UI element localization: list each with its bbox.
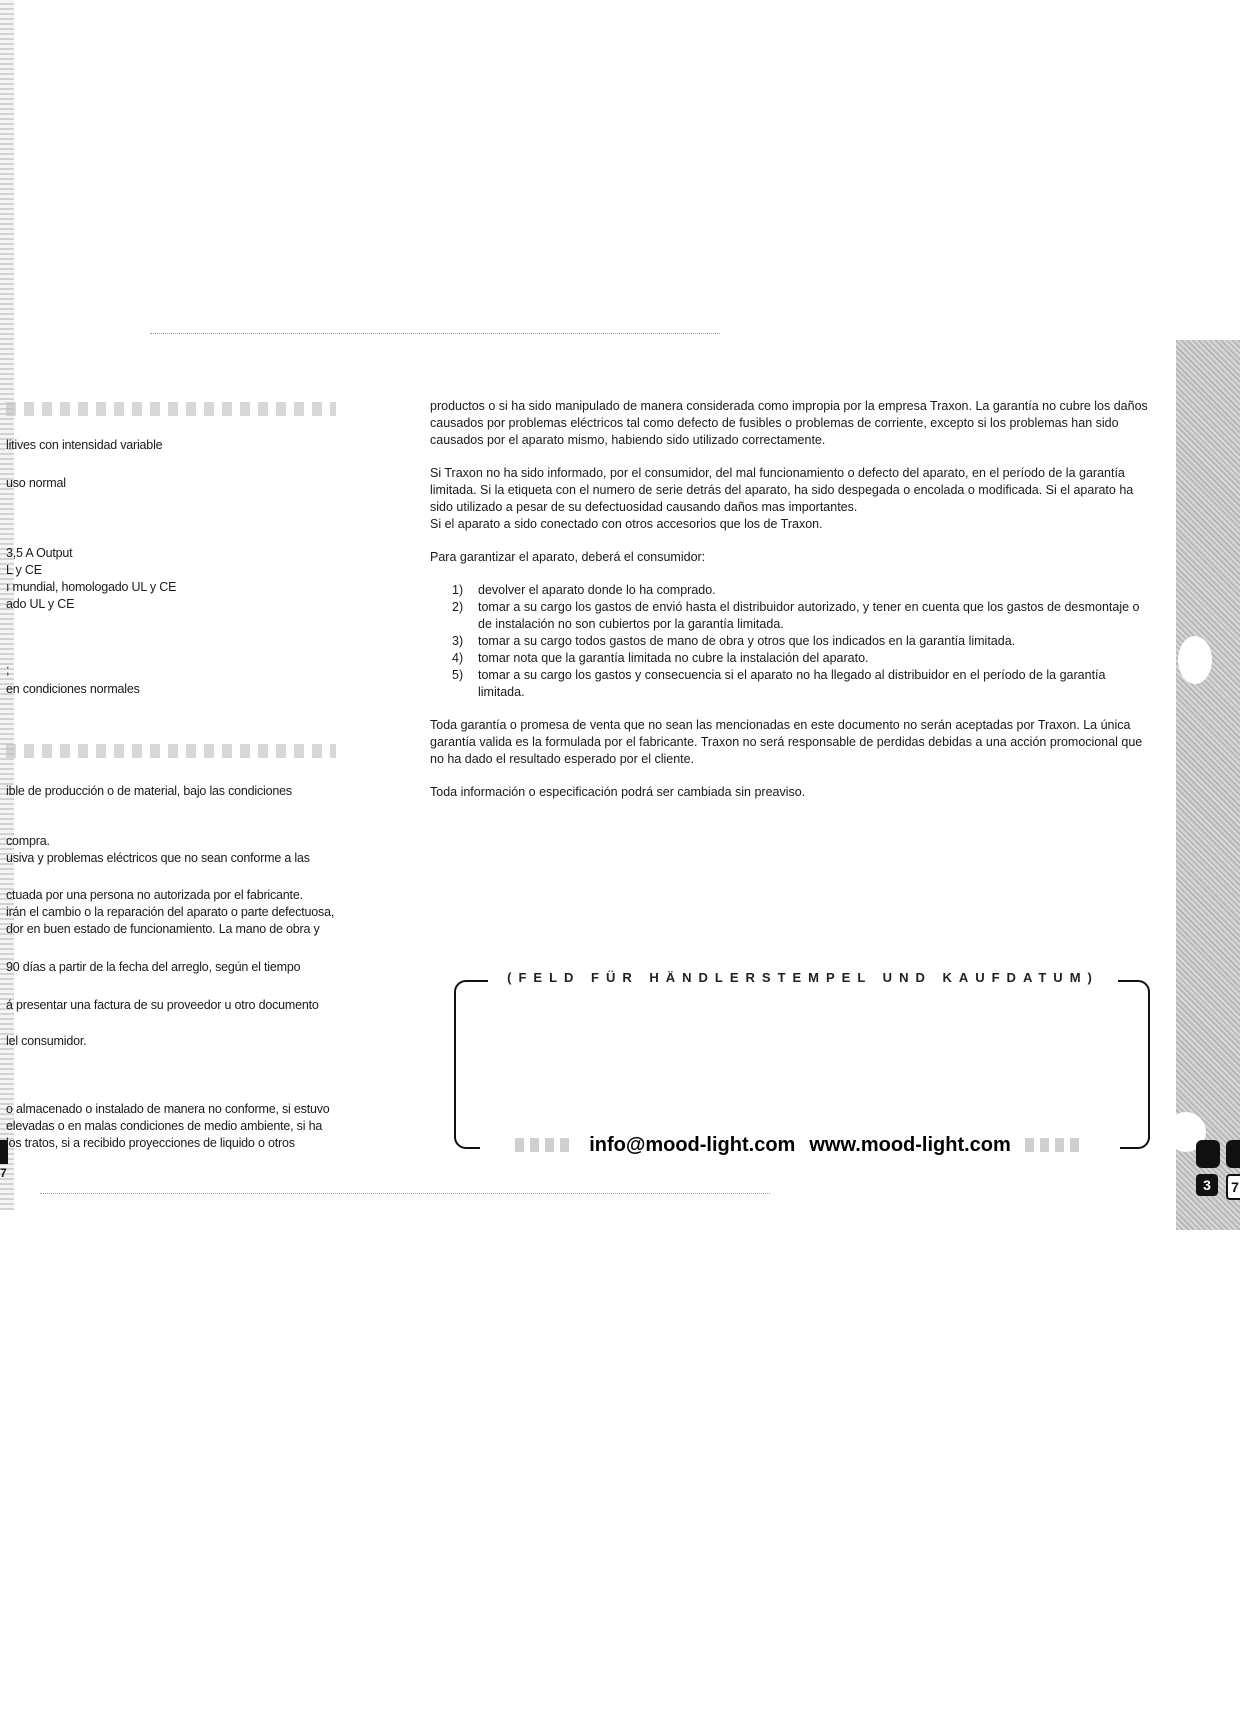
- stamp-box-title: (FELD FÜR HÄNDLERSTEMPEL UND KAUFDATUM): [488, 970, 1118, 985]
- paragraph-consumer-obligations: Para garantizar el aparato, deberá el consumidor:: [430, 550, 706, 564]
- dealer-stamp-box: [454, 980, 1150, 1149]
- section-pattern-strip: [6, 744, 336, 758]
- left-line: usiva y problemas eléctricos que no sean conforme a las: [6, 851, 310, 865]
- list-item: [452, 582, 1154, 599]
- left-line: 3,5 A Output: [6, 546, 73, 560]
- left-line: litives con intensidad variable: [6, 438, 163, 452]
- footer-pattern-left: [515, 1138, 575, 1152]
- paragraph-exclusions: [430, 465, 1154, 533]
- list-item: [452, 667, 1154, 701]
- right-page-tab: [1226, 1140, 1240, 1168]
- list-item-text: tomar nota que la garantía limitada no cubre la instalación del aparato.: [478, 651, 869, 665]
- left-line: uso normal: [6, 476, 66, 490]
- left-line: lel consumidor.: [6, 1034, 87, 1048]
- left-line: ado UL y CE: [6, 597, 75, 611]
- bottom-scan-line: [40, 1193, 770, 1194]
- contact-website[interactable]: www.mood-light.com: [809, 1133, 1011, 1156]
- section-pattern-strip: [6, 402, 336, 416]
- list-item-number: 1): [452, 583, 464, 597]
- list-item-text: tomar a su cargo los gastos de envió hasta el distribuidor autorizado, y tener en cuenta que los gastos de desmontaje o de instalación no son cubiertos por la garantía limitada.: [478, 600, 1140, 631]
- left-line: ctuada por una persona no autorizada por el fabricante.: [6, 888, 303, 902]
- paragraph-accessories: Si el aparato a sido conectado con otros accesorios que los de Traxon.: [430, 517, 823, 531]
- left-page-number: 7: [0, 1166, 7, 1180]
- left-line: 90 días a partir de la fecha del arreglo, según el tiempo: [6, 960, 301, 974]
- paragraph-exclusions-text: Si Traxon no ha sido informado, por el consumidor, del mal funcionamiento o defecto del aparato, en el período de la garantía limitada. Si la etiqueta con el numero de serie detrás del aparato, ha sido despegada o encolada o modificada. Si el aparato ha sido utilizado a pesar de su defectuosidad causando daños mas importantes.: [430, 466, 1134, 514]
- punch-hole: [1178, 636, 1212, 684]
- list-item: [452, 599, 1154, 633]
- left-line: dor en buen estado de funcionamiento. La mano de obra y: [6, 922, 320, 936]
- list-item-number: 2): [452, 600, 464, 614]
- right-page-tab: [1196, 1140, 1220, 1168]
- left-line: los tratos, si a recibido proyecciones de liquido o otros: [6, 1136, 295, 1150]
- left-line: L y CE: [6, 563, 42, 577]
- list-item-text: tomar a su cargo todos gastos de mano de obra y otros que los indicados en la garantía limitada.: [478, 634, 1016, 648]
- page-number-second-digit: 7: [1226, 1174, 1240, 1200]
- stamp-footer: [480, 1130, 1120, 1160]
- left-line: ible de producción o de material, bajo las condiciones: [6, 784, 292, 798]
- left-line: á presentar una factura de su proveedor u otro documento: [6, 998, 319, 1012]
- list-item-number: 5): [452, 668, 464, 682]
- paragraph-change-notice: Toda información o especificación podrá ser cambiada sin preaviso.: [430, 785, 806, 799]
- list-item: [452, 650, 1154, 667]
- left-line: o almacenado o instalado de manera no conforme, si estuvo: [6, 1102, 330, 1116]
- left-line: ;: [6, 663, 10, 677]
- list-item-text: tomar a su cargo los gastos y consecuencia si el aparato no ha llegado al distribuidor en el período de la garantía limitada.: [478, 668, 1106, 699]
- list-item-number: 4): [452, 651, 464, 665]
- left-line: ı mundial, homologado UL y CE: [6, 580, 177, 594]
- page-number-first-digit: 3: [1196, 1174, 1218, 1196]
- left-line: elevadas o en malas condiciones de medio ambiente, si ha: [6, 1119, 323, 1133]
- warranty-text-column: [430, 398, 1154, 817]
- left-line: irán el cambio o la reparación del aparato o parte defectuosa,: [6, 905, 335, 919]
- obligations-list: [430, 582, 1154, 701]
- right-gray-band: [1176, 340, 1240, 1230]
- footer-pattern-right: [1025, 1138, 1085, 1152]
- left-line: en condiciones normales: [6, 682, 140, 696]
- paragraph-improper-use: productos o si ha sido manipulado de manera considerada como impropia por la empresa Traxon. La garantía no cubre los daños causados por problemas eléctricos tal como defecto de fusibles o problemas de corriente, excepto si los problemas han sido causados por el aparato mismo, habiendo sido utilizado correctamente.: [430, 399, 1148, 447]
- left-line: compra.: [6, 834, 50, 848]
- top-scan-line: [150, 333, 720, 334]
- list-item: [452, 633, 1154, 650]
- contact-email[interactable]: info@mood-light.com: [589, 1133, 796, 1156]
- list-item-number: 3): [452, 634, 464, 648]
- paragraph-other-promises: Toda garantía o promesa de venta que no sean las mencionadas en este documento no serán aceptadas por Traxon. La única garantía valida es la formulada por el fabricante. Traxon no será responsable de perdidas debidas a una acción promocional que no ha dado el resultado esperado por el cliente.: [430, 718, 1143, 766]
- list-item-text: devolver el aparato donde lo ha comprado.: [478, 583, 716, 597]
